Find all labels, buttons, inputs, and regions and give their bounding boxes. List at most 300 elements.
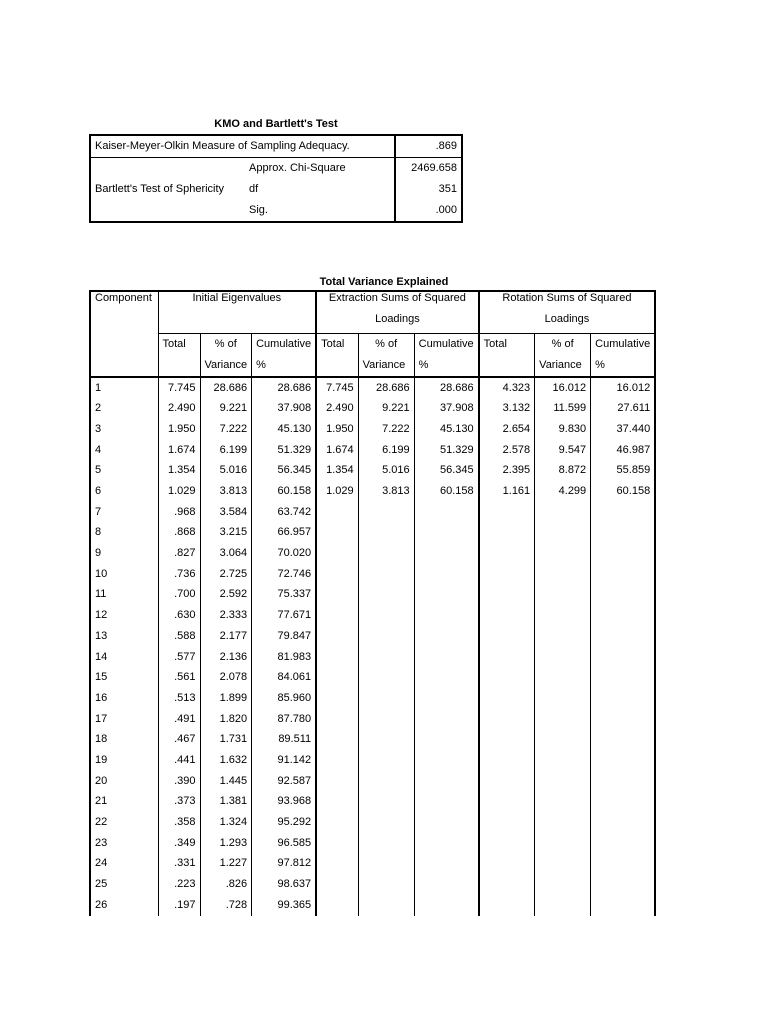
table-row [90,688,655,709]
component-cell: 22 [95,816,108,829]
extraction-total-cell [316,709,358,730]
initial-cum-cell: 84.061 [252,667,317,688]
extraction-pct-cell [358,771,414,792]
component-cell: 7 [95,505,102,518]
extraction-total-header: Total [316,334,358,355]
rotation-pct-cell [535,523,591,544]
component-cell: 17 [95,712,108,725]
extraction-cum-cell: 45.130 [414,419,479,440]
extraction-pct-cell: 28.686 [358,377,414,399]
initial-cum-cell: 37.908 [252,398,317,419]
rotation-total-cell [479,543,535,564]
extraction-total-cell [316,854,358,875]
extraction-total-cell [316,874,358,895]
extraction-cum-cell [414,833,479,854]
rotation-total-cell: 3.132 [479,398,535,419]
kmo-table-title: KMO and Bartlett's Test [214,118,338,130]
initial-pct-cell: 2.078 [200,667,252,688]
component-cell: 3 [95,422,102,435]
extraction-pct-cell [358,585,414,606]
rotation-cum-header-pct: % [591,355,656,377]
initial-eigenvalues-header: Initial Eigenvalues [158,291,316,334]
rotation-pct-cell [535,502,591,523]
initial-total-cell: 1.950 [158,419,200,440]
table-row [90,792,655,813]
rotation-header: Rotation Sums of Squared [479,291,656,313]
initial-pct-cell: .728 [200,895,252,916]
extraction-cum-cell [414,874,479,895]
rotation-pct-cell: 9.547 [535,440,591,461]
table-row [90,626,655,647]
extraction-cum-cell [414,564,479,585]
initial-cum-cell: 70.020 [252,543,317,564]
initial-total-cell: .968 [158,502,200,523]
rotation-pct-cell [535,605,591,626]
extraction-pct-cell: 3.813 [358,481,414,502]
rotation-pct-cell [535,729,591,750]
initial-pct-cell: 3.215 [200,523,252,544]
initial-pct-cell: 1.820 [200,709,252,730]
initial-cum-cell: 98.637 [252,874,317,895]
initial-cum-cell: 72.746 [252,564,317,585]
initial-pct-cell: 2.177 [200,626,252,647]
extraction-header: Extraction Sums of Squared [316,291,479,313]
variance-table-title: Total Variance Explained [319,276,449,288]
extraction-pct-cell [358,709,414,730]
bartlett-stat-label: Approx. Chi-Square [249,162,346,174]
component-cell: 5 [95,464,102,477]
rotation-pct-cell [535,688,591,709]
table-row [90,771,655,792]
table-row [90,667,655,688]
rotation-total-cell: 4.323 [479,377,535,399]
header-row-3 [90,334,655,355]
extraction-pct-cell: 6.199 [358,440,414,461]
rotation-pct-cell [535,895,591,916]
table-row [90,729,655,750]
table-row [90,854,655,875]
bartlett-stat-value: .000 [395,200,462,222]
rotation-total-cell: 1.161 [479,481,535,502]
bartlett-stat-value: 351 [395,179,462,200]
table-row [90,398,655,419]
rotation-cum-cell [591,502,656,523]
extraction-cum-cell [414,729,479,750]
kmo-label: Kaiser-Meyer-Olkin Measure of Sampling Adequacy. [90,135,395,158]
initial-pct-header-variance: Variance [200,355,252,377]
rotation-total-cell [479,605,535,626]
rotation-cum-cell [591,626,656,647]
initial-pct-cell: 2.592 [200,585,252,606]
extraction-cum-header-pct: % [414,355,479,377]
initial-cum-cell: 81.983 [252,647,317,668]
rotation-cum-cell: 27.611 [591,398,656,419]
rotation-pct-cell [535,833,591,854]
kmo-value: .869 [395,135,462,158]
rotation-total-cell [479,688,535,709]
extraction-cum-cell [414,502,479,523]
rotation-pct-cell [535,626,591,647]
initial-total-cell: .467 [158,729,200,750]
rotation-cum-cell [591,874,656,895]
rotation-cum-cell [591,709,656,730]
initial-cum-header: Cumulative [252,334,317,355]
extraction-total-cell [316,564,358,585]
extraction-cum-cell: 51.329 [414,440,479,461]
extraction-pct-cell [358,564,414,585]
initial-cum-cell: 96.585 [252,833,317,854]
extraction-total-cell: 7.745 [316,377,358,399]
rotation-pct-cell [535,771,591,792]
rotation-cum-cell [591,688,656,709]
table-row [90,461,655,482]
rotation-pct-cell [535,647,591,668]
rotation-cum-cell [591,750,656,771]
table-row [90,833,655,854]
initial-cum-cell: 87.780 [252,709,317,730]
rotation-cum-cell: 37.440 [591,419,656,440]
extraction-total-cell [316,502,358,523]
component-cell: 18 [95,733,108,746]
bartlett-stat-value: 2469.658 [395,158,462,180]
extraction-pct-cell [358,605,414,626]
rotation-total-cell [479,564,535,585]
initial-total-cell: .868 [158,523,200,544]
rotation-total-cell [479,729,535,750]
initial-pct-cell: 2.136 [200,647,252,668]
initial-total-cell: 1.674 [158,440,200,461]
rotation-cum-cell [591,833,656,854]
extraction-total-cell [316,647,358,668]
extraction-pct-cell [358,729,414,750]
initial-cum-cell: 99.365 [252,895,317,916]
initial-total-cell: 2.490 [158,398,200,419]
initial-cum-cell: 79.847 [252,626,317,647]
initial-pct-cell: 1.293 [200,833,252,854]
component-cell: 15 [95,671,108,684]
extraction-pct-cell: 7.222 [358,419,414,440]
extraction-total-cell [316,523,358,544]
rotation-total-cell [479,792,535,813]
component-cell: 1 [95,381,102,394]
rotation-cum-cell: 46.987 [591,440,656,461]
initial-pct-cell: 1.731 [200,729,252,750]
extraction-total-cell [316,688,358,709]
table-row [90,895,655,916]
component-cell: 11 [95,588,107,601]
extraction-cum-cell [414,523,479,544]
rotation-total-cell: 2.578 [479,440,535,461]
extraction-total-cell [316,750,358,771]
initial-total-header-blank [158,355,200,377]
rotation-pct-cell: 8.872 [535,461,591,482]
extraction-cum-cell [414,750,479,771]
variance-table-body [90,377,655,916]
initial-pct-cell: 1.632 [200,750,252,771]
rotation-pct-cell: 4.299 [535,481,591,502]
table-row [90,585,655,606]
initial-pct-cell: 1.381 [200,792,252,813]
extraction-total-cell: 1.029 [316,481,358,502]
extraction-cum-cell [414,854,479,875]
table-row [90,605,655,626]
bartlett-label: Bartlett's Test of Sphericity [95,183,225,195]
extraction-pct-cell [358,854,414,875]
rotation-pct-cell [535,543,591,564]
rotation-cum-cell [591,667,656,688]
initial-pct-cell: 1.227 [200,854,252,875]
component-cell: 19 [95,753,108,766]
initial-total-cell: 1.354 [158,461,200,482]
table-row [90,709,655,730]
component-cell: 4 [95,443,102,456]
initial-cum-cell: 89.511 [252,729,317,750]
kmo-bartlett-table [89,134,463,223]
extraction-pct-cell [358,543,414,564]
table-row [90,543,655,564]
table-row [90,419,655,440]
component-cell: 21 [95,795,108,808]
rotation-total-header: Total [479,334,535,355]
initial-cum-cell: 56.345 [252,461,317,482]
initial-pct-cell: 2.333 [200,605,252,626]
kmo-row [90,135,462,158]
initial-total-cell: .588 [158,626,200,647]
extraction-cum-cell [414,812,479,833]
extraction-header-loadings: Loadings [316,313,479,334]
initial-total-cell: .373 [158,792,200,813]
initial-total-cell: .577 [158,647,200,668]
rotation-total-cell [479,771,535,792]
initial-cum-cell: 60.158 [252,481,317,502]
extraction-total-cell: 1.950 [316,419,358,440]
initial-total-cell: .513 [158,688,200,709]
extraction-pct-cell [358,812,414,833]
extraction-pct-cell [358,502,414,523]
component-header: Component [90,291,158,377]
initial-cum-cell: 45.130 [252,419,317,440]
rotation-cum-cell [591,771,656,792]
component-cell: 16 [95,691,108,704]
rotation-total-cell [479,523,535,544]
extraction-pct-cell [358,688,414,709]
extraction-cum-cell: 56.345 [414,461,479,482]
table-row [90,812,655,833]
initial-cum-cell: 97.812 [252,854,317,875]
extraction-pct-cell [358,523,414,544]
rotation-header-loadings: Loadings [479,313,656,334]
rotation-total-header-blank [479,355,535,377]
rotation-pct-cell [535,585,591,606]
component-cell: 13 [95,629,108,642]
initial-cum-cell: 95.292 [252,812,317,833]
rotation-cum-cell [591,585,656,606]
rotation-total-cell [479,585,535,606]
component-cell: 6 [95,485,102,498]
extraction-cum-cell: 37.908 [414,398,479,419]
rotation-pct-header-variance: Variance [535,355,591,377]
rotation-total-cell [479,812,535,833]
extraction-cum-cell [414,543,479,564]
initial-cum-header-pct: % [252,355,317,377]
initial-cum-cell: 51.329 [252,440,317,461]
extraction-pct-cell [358,750,414,771]
rotation-total-cell: 2.654 [479,419,535,440]
initial-total-cell: .331 [158,854,200,875]
initial-cum-cell: 66.957 [252,523,317,544]
rotation-cum-cell [591,543,656,564]
extraction-total-header-blank [316,355,358,377]
rotation-pct-cell [535,667,591,688]
table-row [90,647,655,668]
extraction-pct-cell [358,874,414,895]
initial-total-cell: .630 [158,605,200,626]
initial-cum-cell: 85.960 [252,688,317,709]
table-row [90,377,655,399]
extraction-total-cell [316,792,358,813]
extraction-pct-cell [358,667,414,688]
extraction-total-cell: 2.490 [316,398,358,419]
extraction-pct-cell [358,792,414,813]
initial-cum-cell: 63.742 [252,502,317,523]
extraction-total-cell [316,667,358,688]
component-cell: 12 [95,609,108,622]
extraction-cum-cell [414,709,479,730]
rotation-pct-cell [535,812,591,833]
header-row-1 [90,291,655,313]
extraction-total-cell [316,771,358,792]
rotation-pct-cell: 11.599 [535,398,591,419]
initial-total-header: Total [158,334,200,355]
initial-total-cell: .561 [158,667,200,688]
initial-pct-cell: 3.584 [200,502,252,523]
rotation-cum-cell [591,605,656,626]
rotation-total-cell [479,874,535,895]
table-row [90,874,655,895]
rotation-pct-header: % of [535,334,591,355]
rotation-pct-cell: 9.830 [535,419,591,440]
extraction-cum-cell [414,647,479,668]
rotation-cum-cell [591,564,656,585]
extraction-pct-cell [358,895,414,916]
extraction-pct-cell [358,626,414,647]
table-row [90,750,655,771]
rotation-pct-cell: 16.012 [535,377,591,399]
rotation-pct-cell [535,709,591,730]
initial-pct-cell: 2.725 [200,564,252,585]
component-cell: 8 [95,526,102,539]
bartlett-stat-label: df [249,183,259,195]
initial-pct-cell: 7.222 [200,419,252,440]
rotation-total-cell [479,647,535,668]
rotation-total-cell [479,502,535,523]
extraction-total-cell: 1.674 [316,440,358,461]
rotation-pct-cell [535,750,591,771]
bartlett-row [90,158,462,180]
table-row [90,502,655,523]
rotation-cum-cell [591,812,656,833]
initial-total-cell: .358 [158,812,200,833]
extraction-pct-header-variance: Variance [358,355,414,377]
extraction-cum-cell [414,585,479,606]
extraction-total-cell [316,585,358,606]
rotation-total-cell [479,854,535,875]
initial-total-cell: .491 [158,709,200,730]
extraction-total-cell [316,626,358,647]
component-cell: 20 [95,774,108,787]
initial-pct-cell: 1.445 [200,771,252,792]
initial-total-cell: .390 [158,771,200,792]
extraction-cum-cell [414,626,479,647]
initial-pct-cell: 5.016 [200,461,252,482]
initial-cum-cell: 92.587 [252,771,317,792]
bartlett-stat-label: Sig. [249,204,268,216]
extraction-cum-cell [414,667,479,688]
initial-cum-cell: 93.968 [252,792,317,813]
extraction-cum-cell [414,792,479,813]
initial-total-cell: .441 [158,750,200,771]
initial-cum-cell: 28.686 [252,377,317,399]
rotation-cum-cell [591,854,656,875]
header-row-4 [90,355,655,377]
extraction-cum-cell [414,688,479,709]
rotation-cum-cell: 16.012 [591,377,656,399]
rotation-cum-cell [591,523,656,544]
extraction-pct-cell: 9.221 [358,398,414,419]
extraction-cum-cell: 28.686 [414,377,479,399]
extraction-total-cell: 1.354 [316,461,358,482]
initial-cum-cell: 91.142 [252,750,317,771]
extraction-total-cell [316,833,358,854]
initial-pct-cell: 3.064 [200,543,252,564]
extraction-total-cell [316,729,358,750]
initial-pct-cell: 3.813 [200,481,252,502]
initial-pct-cell: 9.221 [200,398,252,419]
rotation-total-cell: 2.395 [479,461,535,482]
table-row [90,440,655,461]
component-cell: 23 [95,836,108,849]
initial-total-cell: .223 [158,874,200,895]
initial-total-cell: .197 [158,895,200,916]
initial-total-cell: .700 [158,585,200,606]
rotation-total-cell [479,626,535,647]
initial-cum-cell: 77.671 [252,605,317,626]
component-cell: 2 [95,402,102,415]
rotation-cum-cell [591,792,656,813]
rotation-cum-header: Cumulative [591,334,656,355]
table-row [90,523,655,544]
initial-total-cell: .827 [158,543,200,564]
extraction-total-cell [316,605,358,626]
rotation-pct-cell [535,854,591,875]
extraction-cum-header: Cumulative [414,334,479,355]
initial-total-cell: 1.029 [158,481,200,502]
initial-total-cell: .349 [158,833,200,854]
component-cell: 10 [95,567,108,580]
extraction-cum-cell [414,771,479,792]
component-cell: 24 [95,857,108,870]
initial-pct-cell: .826 [200,874,252,895]
rotation-total-cell [479,667,535,688]
initial-pct-cell: 6.199 [200,440,252,461]
component-cell: 14 [95,650,108,663]
extraction-cum-cell [414,895,479,916]
extraction-total-cell [316,812,358,833]
component-cell: 25 [95,878,108,891]
table-row [90,481,655,502]
rotation-cum-cell [591,729,656,750]
initial-pct-cell: 28.686 [200,377,252,399]
